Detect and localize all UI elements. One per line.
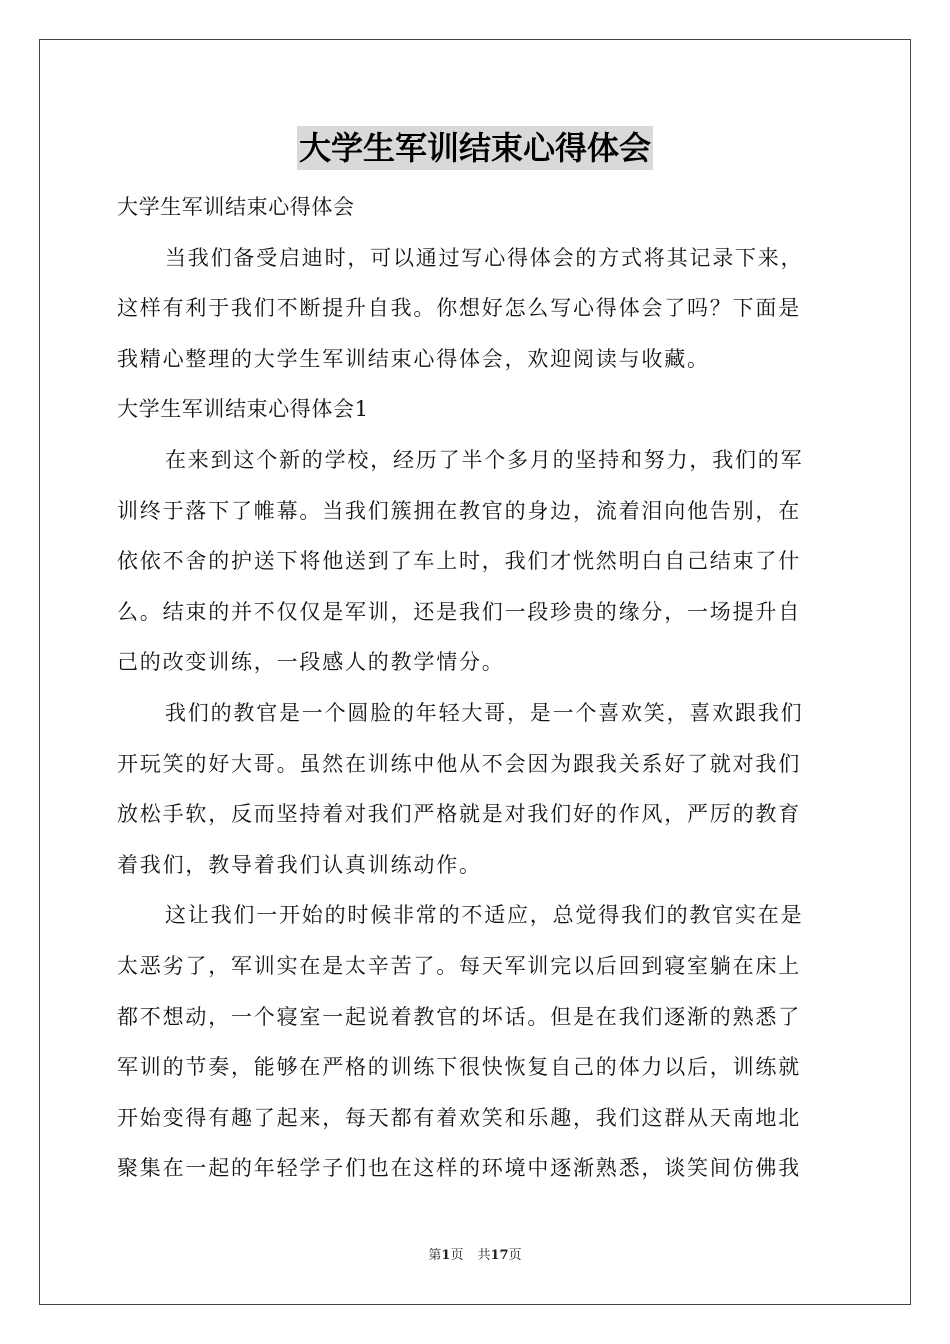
total-pages: 17 <box>490 1248 509 1263</box>
total-suffix: 页 <box>508 1248 522 1263</box>
page-footer <box>0 1247 950 1265</box>
text-line: 这样有利于我们不断提升自我。你想好怎么写心得体会了吗？下面是 <box>117 296 801 321</box>
page-prefix: 第 <box>428 1248 442 1263</box>
text-line: 太恶劣了，军训实在是太辛苦了。每天军训完以后回到寝室躺在床上 <box>117 953 801 978</box>
text-line: 都不想动，一个寝室一起说着教官的坏话。但是在我们逐渐的熟悉了 <box>117 1004 801 1029</box>
section-heading: 大学生军训结束心得体会1 <box>117 397 369 422</box>
title-container <box>0 126 950 170</box>
text-line: 当我们备受启迪时，可以通过写心得体会的方式将其记录下来， <box>165 245 804 270</box>
text-line: 依依不舍的护送下将他送到了车上时，我们才恍然明白自己结束了什 <box>117 549 801 574</box>
text-line: 己的改变训练，一段感人的教学情分。 <box>117 650 505 675</box>
text-line: 放松手软，反而坚持着对我们严格就是对我们好的作风，严厉的教育 <box>117 802 801 827</box>
text-line: 这让我们一开始的时候非常的不适应，总觉得我们的教官实在是 <box>165 903 804 928</box>
text-line: 我精心整理的大学生军训结束心得体会，欢迎阅读与收藏。 <box>117 346 710 371</box>
page-number: 1 <box>441 1248 451 1263</box>
text-line: 着我们，教导着我们认真训练动作。 <box>117 852 482 877</box>
text-line: 军训的节奏，能够在严格的训练下很快恢复自己的体力以后，训练就 <box>117 1055 801 1080</box>
text-line: 开始变得有趣了起来，每天都有着欢笑和乐趣，我们这群从天南地北 <box>117 1105 801 1130</box>
document-body <box>117 182 833 1194</box>
text-line: 训终于落下了帷幕。当我们簇拥在教官的身边，流着泪向他告别，在 <box>117 498 801 523</box>
text-line: 我们的教官是一个圆脸的年轻大哥，是一个喜欢笑，喜欢跟我们 <box>165 700 804 725</box>
text-line: 聚集在一起的年轻学子们也在这样的环境中逐渐熟悉，谈笑间仿佛我 <box>117 1156 801 1181</box>
section-heading: 大学生军训结束心得体会 <box>117 195 355 219</box>
text-line: 么。结束的并不仅仅是军训，还是我们一段珍贵的缘分，一场提升自 <box>117 599 801 624</box>
document-title: 大学生军训结束心得体会 <box>297 126 653 170</box>
total-prefix: 共 <box>477 1248 491 1263</box>
text-line: 开玩笑的好大哥。虽然在训练中他从不会因为跟我关系好了就对我们 <box>117 751 801 776</box>
text-line: 在来到这个新的学校，经历了半个多月的坚持和努力，我们的军 <box>165 447 804 472</box>
page-suffix: 页 <box>450 1248 464 1263</box>
